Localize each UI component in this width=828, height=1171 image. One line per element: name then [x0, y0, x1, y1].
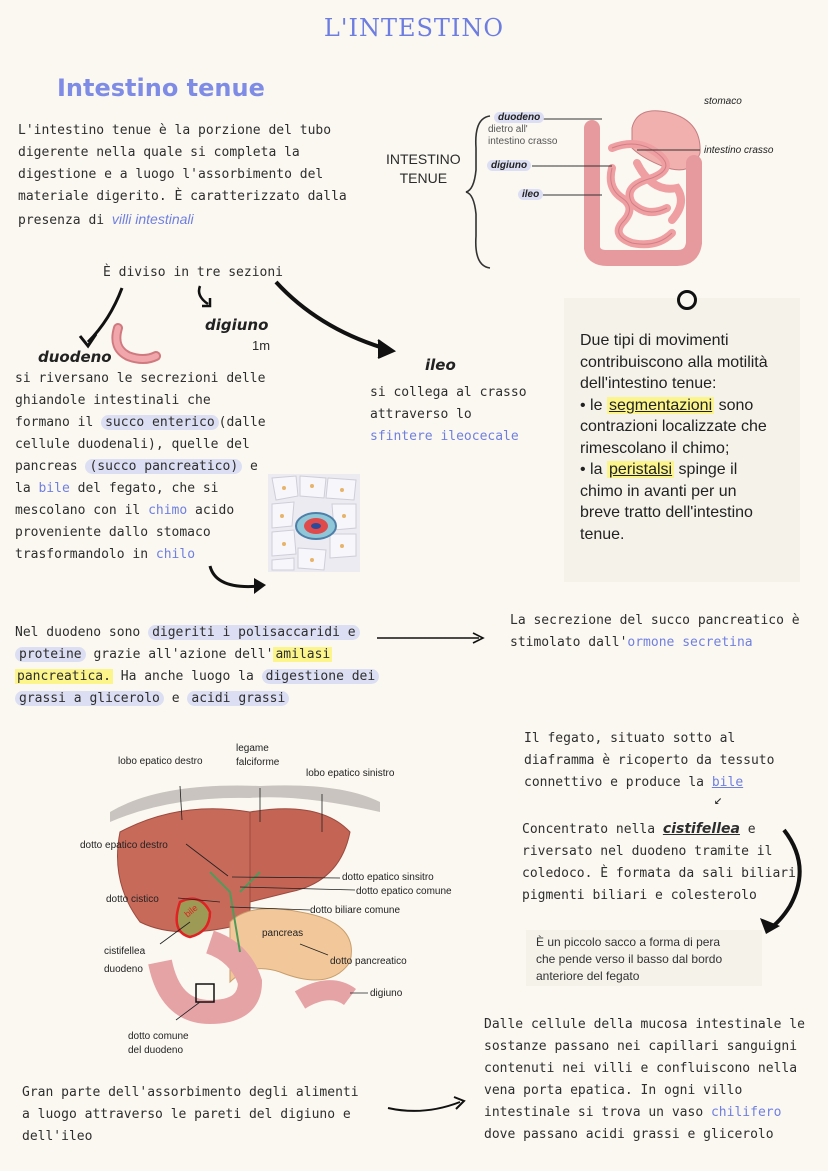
term-chilifero: chilifero	[710, 1105, 782, 1120]
label-dotto-destro: dotto epatico destro	[80, 840, 168, 851]
sacco-note: È un piccolo sacco a forma di pera che pende verso il basso dal bordo anteriore del fegato	[526, 930, 762, 986]
pin-icon	[677, 290, 697, 310]
label-dotto-cistico: dotto cistico	[106, 894, 159, 905]
label-dotto-sinistro: dotto epatico sinsitro	[342, 872, 434, 883]
brace-label: INTESTINO TENUE	[386, 151, 461, 186]
diviso-heading: È diviso in tre sezioni	[103, 265, 284, 280]
intro-line: presenza di	[18, 213, 112, 228]
term-segmentazioni: segmentazioni	[608, 396, 713, 414]
page-title: L'INTESTINO	[323, 14, 505, 42]
term-succo-pancreatico: (succo pancreatico)	[85, 459, 242, 474]
term-succo-enterico: succo enterico	[101, 415, 219, 430]
label-digiuno-section: digiuno	[205, 316, 269, 334]
label-digiuno: digiuno	[487, 160, 531, 171]
label-cistifellea: cistifellea	[104, 946, 146, 957]
label-digiuno-liver: digiuno	[370, 988, 403, 999]
label-ileo: ileo	[518, 189, 543, 200]
label-dotto-comune-duodeno: dotto comune del duodeno	[128, 1031, 189, 1056]
intro-paragraph	[18, 120, 347, 232]
ileo-paragraph: si collega al crasso attraverso lo sfintere ileocecale	[370, 382, 527, 448]
label-lobo-destro: lobo epatico destro	[118, 756, 203, 767]
label-digiuno-length: 1m	[252, 338, 271, 353]
label-bile: bile	[182, 902, 200, 920]
intro-line: L'intestino tenue è la porzione del tubo	[18, 123, 332, 138]
arrow-right	[375, 628, 490, 648]
label-duodeno: duodeno	[494, 112, 544, 123]
term-secretina: ormone secretina	[627, 635, 753, 650]
duodeno-sketch	[108, 322, 164, 366]
label-duodeno-section: duodeno	[38, 348, 112, 366]
label-pancreas: pancreas	[262, 928, 304, 939]
curved-arrow	[200, 560, 280, 600]
term-sfintere: sfintere ileocecale	[370, 429, 519, 444]
term-cistifellea: cistifellea	[662, 821, 740, 837]
label-duodeno-note: dietro all' intestino crasso	[488, 124, 558, 147]
term-chilo: chilo	[155, 547, 196, 562]
term-bile: bile	[38, 481, 70, 496]
secrezione-paragraph: La secrezione del succo pancreatico è stimolato dall'ormone secretina	[510, 613, 800, 650]
label-ileo-section: ileo	[425, 356, 456, 374]
digestione-paragraph: Nel duodeno sono digeriti i polisaccaridi e proteine grazie all'azione dell' amilasi pancreatica. Ha anche luogo la digestione dei grassi a glicerolo e acidi grassi	[15, 622, 379, 710]
label-duodeno-liver: duodeno	[104, 964, 143, 975]
label-dotto-comune: dotto epatico comune	[356, 886, 452, 897]
label-stomaco: stomaco	[704, 96, 742, 107]
label-dotto-pancreatico: dotto pancreatico	[330, 956, 407, 967]
assorbimento-paragraph: Gran parte dell'assorbimento degli alimenti a luogo attraverso le pareti del digiuno e dell'ileo	[22, 1085, 359, 1144]
intro-line: digestione e a luogo l'assorbimento del	[18, 167, 324, 182]
big-curved-arrow	[750, 826, 810, 946]
section-title: Intestino tenue	[57, 74, 265, 102]
villi-cell-illustration	[268, 474, 360, 572]
mucosa-paragraph: Dalle cellule della mucosa intestinale le sostanze passano nei capillari sanguigni contenuti nei villi e confluiscono nella vena porta epatica. In ogni villo intestinale si trova un vaso chilifero dove passano acidi grassi e glicerolo	[484, 1017, 805, 1142]
term-chimo: chimo	[148, 503, 188, 518]
fegato-paragraph: Il fegato, situato sotto al diaframma è ricoperto da tessuto connettivo e produce la bile	[524, 731, 775, 790]
duodeno-paragraph: si riversano le secrezioni delle ghiandole intestinali che formano il succo enterico (dalle cellule duodenali), quelle del pancreas (succo pancreatico) e la bile del fegato, che si mescolano con il chimo acido proveniente dallo stomaco trasformandolo in chilo	[15, 371, 266, 562]
term-bile-fegato: bile	[711, 775, 744, 790]
intro-line: materiale digerito. È caratterizzato dalla	[18, 189, 347, 204]
intro-line: digerente nella quale si completa la	[18, 145, 300, 160]
arrow-down-icon: ↙	[714, 792, 723, 808]
movimenti-card	[564, 298, 800, 582]
label-legame: legame falciforme	[236, 743, 280, 768]
term-peristalsi: peristalsi	[608, 461, 673, 478]
movimenti-text: Due tipi di movimenti contribuiscono alla motilità dell'intestino tenue: • le segmentazioni sono contrazioni localizzate che rimescolano il chimo; • la peristalsi spinge il chimo in avanti per un breve tratto dell'intestino tenue.	[580, 332, 768, 543]
label-lobo-sinistro: lobo epatico sinistro	[306, 768, 395, 779]
villi-term: villi intestinali	[111, 211, 194, 227]
label-crasso: intestino crasso	[704, 145, 774, 156]
label-dotto-biliare: dotto biliare comune	[310, 905, 401, 916]
curved-arrow-right	[384, 1094, 474, 1118]
cistifellea-paragraph: Concentrato nella cistifellea e riversato nel duodeno tramite il coledoco. È formata da sali biliari, pigmenti biliari e colesterolo	[522, 821, 804, 903]
